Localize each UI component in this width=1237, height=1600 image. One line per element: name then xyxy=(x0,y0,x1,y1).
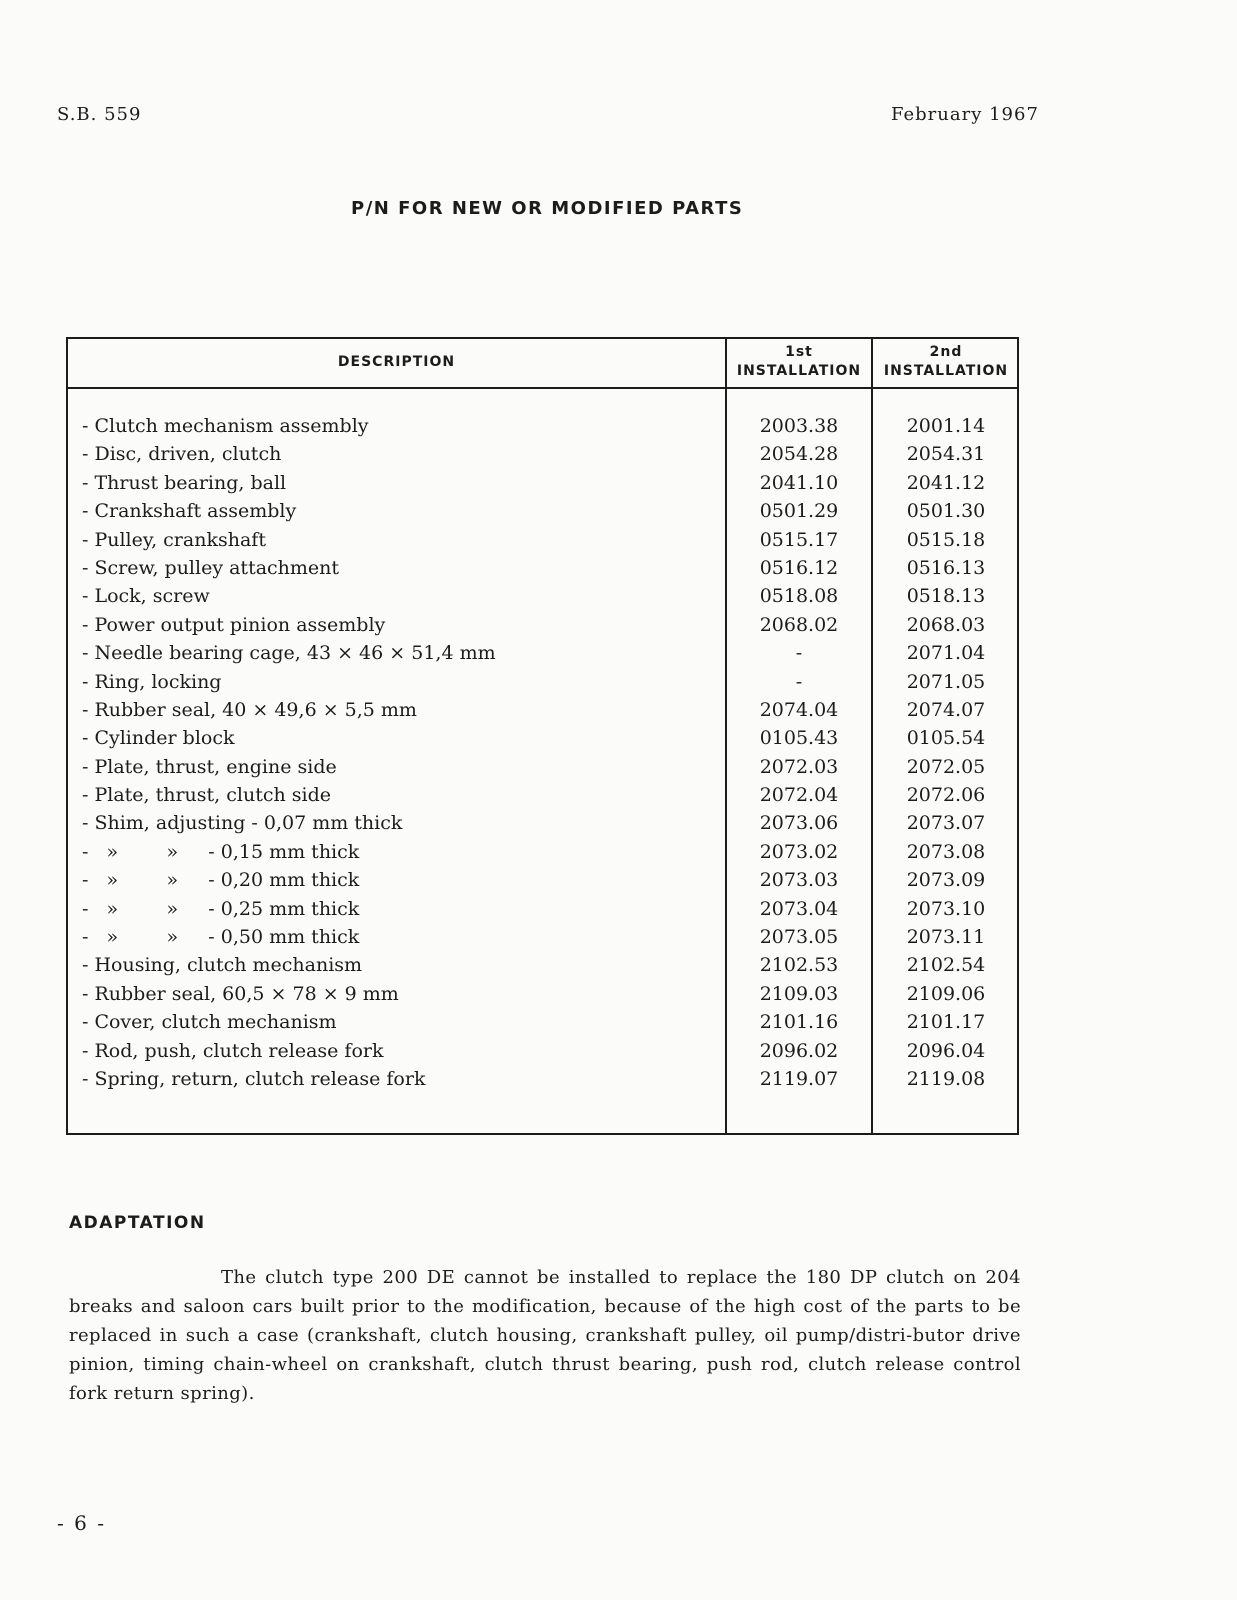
part-description: - Disc, driven, clutch xyxy=(82,443,282,466)
first-installation-pn: 2073.05 xyxy=(759,926,839,949)
first-installation-pn: 2074.04 xyxy=(759,698,839,721)
first-installation-pn: 2072.04 xyxy=(759,784,839,807)
part-description: - Ring, locking xyxy=(82,670,222,693)
page-title: P/N FOR NEW OR MODIFIED PARTS xyxy=(351,198,744,219)
part-description: - Lock, screw xyxy=(82,585,210,608)
column-header-second-installation xyxy=(873,343,1019,381)
adaptation-paragraph: The clutch type 200 DE cannot be installed to replace the 180 DP clutch on 204 breaks and saloon cars built prior to the modification, because of the high cost of the parts to be replaced in such a case (crankshaft, clutch housing, crankshaft pulley, oil pump/distri-butor drive pinion, timing chain-wheel on crankshaft, clutch thrust bearing, push rod, clutch release control fork return spring). xyxy=(69,1267,1021,1404)
table-row xyxy=(68,810,1017,838)
second-installation-pn: 0515.18 xyxy=(906,528,986,551)
table-row xyxy=(68,839,1017,867)
adaptation-heading: ADAPTATION xyxy=(69,1213,206,1233)
table-row xyxy=(68,640,1017,668)
table-row xyxy=(68,583,1017,611)
part-description: - Spring, return, clutch release fork xyxy=(82,1067,426,1090)
column-header-first-installation xyxy=(727,343,871,381)
column-header-second-bottom: INSTALLATION xyxy=(883,363,1009,379)
first-installation-pn: 2073.03 xyxy=(759,869,839,892)
first-installation-pn: 2073.06 xyxy=(759,812,839,835)
first-installation-pn: 2101.16 xyxy=(759,1011,839,1034)
first-installation-pn: 0501.29 xyxy=(759,500,839,523)
second-installation-pn: 2072.05 xyxy=(906,755,986,778)
part-description: - Crankshaft assembly xyxy=(82,500,297,523)
page-number: - 6 - xyxy=(57,1511,106,1535)
second-installation-pn: 2001.14 xyxy=(906,415,986,437)
first-installation-pn: 2068.02 xyxy=(759,613,839,636)
table-header xyxy=(68,339,1017,389)
table-row xyxy=(68,498,1017,526)
second-installation-pn: 0105.54 xyxy=(906,727,986,750)
first-installation-pn: - xyxy=(795,670,803,693)
column-header-first-bottom: INSTALLATION xyxy=(736,363,862,379)
second-installation-pn: 0516.13 xyxy=(906,556,986,579)
part-description: - » » - 0,50 mm thick xyxy=(82,926,360,949)
table-row xyxy=(68,1009,1017,1037)
bulletin-date: February 1967 xyxy=(891,104,1039,125)
second-installation-pn: 2071.05 xyxy=(906,670,986,693)
first-installation-pn: 2003.38 xyxy=(759,415,839,437)
table-row xyxy=(68,725,1017,753)
table-row xyxy=(68,896,1017,924)
second-installation-pn: 2073.07 xyxy=(906,812,986,835)
table-row xyxy=(68,754,1017,782)
second-installation-pn: 2054.31 xyxy=(906,443,986,466)
part-description: - Shim, adjusting - 0,07 mm thick xyxy=(82,812,403,835)
second-installation-pn: 2068.03 xyxy=(906,613,986,636)
table-row xyxy=(68,612,1017,640)
first-installation-pn: 2073.02 xyxy=(759,840,839,863)
second-installation-pn: 2073.10 xyxy=(906,897,986,920)
part-description: - Cover, clutch mechanism xyxy=(82,1011,337,1034)
table-row xyxy=(68,470,1017,498)
part-description: - Pulley, crankshaft xyxy=(82,528,266,551)
table-row xyxy=(68,1038,1017,1066)
first-installation-pn: 0516.12 xyxy=(759,556,839,579)
part-description: - Rubber seal, 40 × 49,6 × 5,5 mm xyxy=(82,698,417,721)
table-row xyxy=(68,527,1017,555)
part-description: - Plate, thrust, clutch side xyxy=(82,784,332,807)
second-installation-pn: 2071.04 xyxy=(906,642,986,665)
part-description: - Housing, clutch mechanism xyxy=(82,954,363,977)
table-row xyxy=(68,924,1017,952)
table-row xyxy=(68,1066,1017,1094)
table-row xyxy=(68,669,1017,697)
table-row xyxy=(68,697,1017,725)
second-installation-pn: 2073.09 xyxy=(906,869,986,892)
second-installation-pn: 2074.07 xyxy=(906,698,986,721)
part-description: - Plate, thrust, engine side xyxy=(82,755,337,778)
first-installation-pn: 2109.03 xyxy=(759,982,839,1005)
first-installation-pn: 0105.43 xyxy=(759,727,839,750)
column-header-second-top: 2nd xyxy=(929,344,963,360)
part-description: - Rod, push, clutch release fork xyxy=(82,1039,384,1062)
part-description: - Needle bearing cage, 43 × 46 × 51,4 mm xyxy=(82,642,496,665)
first-installation-pn: 2054.28 xyxy=(759,443,839,466)
part-description: - Power output pinion assembly xyxy=(82,613,386,636)
second-installation-pn: 0501.30 xyxy=(906,500,986,523)
table-row xyxy=(68,952,1017,980)
table-row xyxy=(68,555,1017,583)
first-installation-pn: 0518.08 xyxy=(759,585,839,608)
part-description: - Screw, pulley attachment xyxy=(82,556,340,579)
second-installation-pn: 2109.06 xyxy=(906,982,986,1005)
part-description: - Clutch mechanism assembly xyxy=(82,415,369,437)
second-installation-pn: 2073.11 xyxy=(906,926,986,949)
part-description: - » » - 0,25 mm thick xyxy=(82,897,360,920)
second-installation-pn: 2101.17 xyxy=(906,1011,986,1034)
second-installation-pn: 2073.08 xyxy=(906,840,986,863)
first-installation-pn: 2119.07 xyxy=(759,1067,839,1090)
second-installation-pn: 2102.54 xyxy=(906,954,986,977)
second-installation-pn: 2072.06 xyxy=(906,784,986,807)
first-installation-pn: 2073.04 xyxy=(759,897,839,920)
table-row xyxy=(68,981,1017,1009)
column-header-description: DESCRIPTION xyxy=(337,354,456,370)
table-row xyxy=(68,867,1017,895)
parts-table xyxy=(66,337,1019,1135)
second-installation-pn: 2041.12 xyxy=(906,471,986,494)
bulletin-reference: S.B. 559 xyxy=(57,104,142,125)
part-description: - Cylinder block xyxy=(82,727,235,750)
first-installation-pn: 2096.02 xyxy=(759,1039,839,1062)
table-body xyxy=(68,413,1017,1094)
column-header-first-top: 1st xyxy=(785,344,813,360)
part-description: - Thrust bearing, ball xyxy=(82,471,287,494)
part-description: - » » - 0,15 mm thick xyxy=(82,840,360,863)
second-installation-pn: 2096.04 xyxy=(906,1039,986,1062)
table-row xyxy=(68,441,1017,469)
first-installation-pn: - xyxy=(795,642,803,665)
second-installation-pn: 2119.08 xyxy=(906,1067,986,1090)
first-installation-pn: 2102.53 xyxy=(759,954,839,977)
table-row xyxy=(68,413,1017,441)
table-row xyxy=(68,782,1017,810)
second-installation-pn: 0518.13 xyxy=(906,585,986,608)
part-description: - Rubber seal, 60,5 × 78 × 9 mm xyxy=(82,982,399,1005)
first-installation-pn: 2072.03 xyxy=(759,755,839,778)
first-installation-pn: 2041.10 xyxy=(759,471,839,494)
first-installation-pn: 0515.17 xyxy=(759,528,839,551)
part-description: - » » - 0,20 mm thick xyxy=(82,869,360,892)
